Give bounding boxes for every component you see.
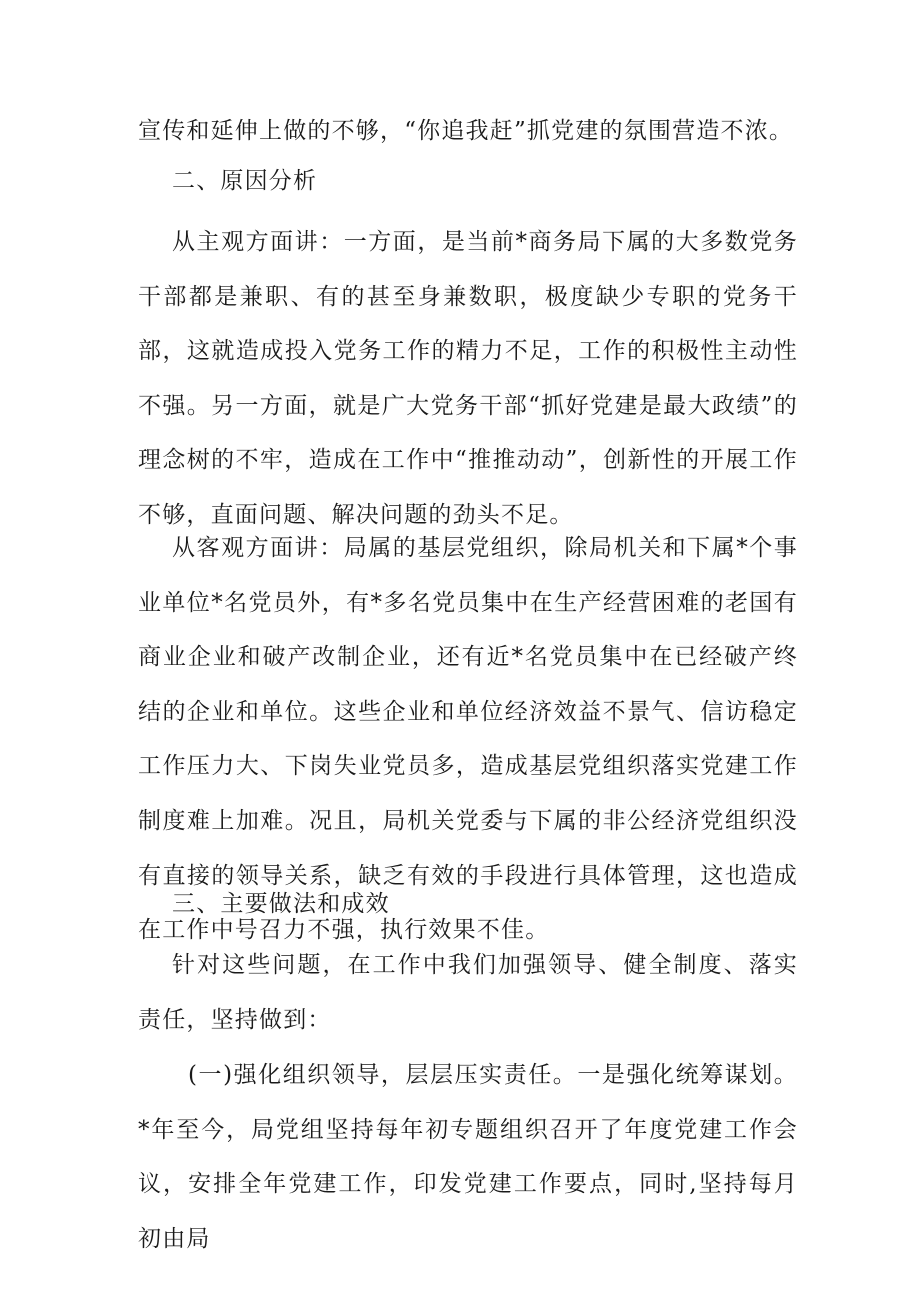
section-heading-cause-analysis: 二、原因分析 — [172, 168, 318, 194]
paragraph-objective: 从客观方面讲：局属的基层党组织，除局机关和下属*个事业单位*名党员外，有*多名党员集中在生产经营困难的老国有商业企业和破产改制企业，还有近*名党员集中在已经破产终结的企业和单位。这些企业和单位经济效益不景气、信访稳定工作压力大、下岗失业党员多，造成基层党组织落实党建工作制度难上加难。况且，局机关党委与下属的非公经济党组织没有直接的领导关系，缺乏有效的手段进行具体管理，这也造成在工作中号召力不强，执行效果不佳。 — [138, 535, 798, 944]
section-heading-measures: 三、主要做法和成效 — [172, 891, 390, 917]
paragraph-subsection-one: (一)强化组织领导，层层压实责任。一是强化统筹谋划。*年至今，局党组坚持每年初专题组织召开了年度党建工作会议，安排全年党建工作，印发党建工作要点，同时,坚持每月初由局 — [138, 1062, 798, 1252]
paragraph-subjective: 从主观方面讲：一方面，是当前*商务局下属的大多数党务干部都是兼职、有的甚至身兼数职，极度缺少专职的党务干部，这就造成投入党务工作的精力不足，工作的积极性主动性不强。另一方面，就是广大党务干部“抓好党建是最大政绩”的理念树的不牢，造成在工作中“推推动动”，创新性的开展工作不够，直面问题、解决问题的劲头不足。 — [138, 229, 798, 528]
paragraph-continuation: 宣传和延伸上做的不够，“你追我赶”抓党建的氛围营造不浓。 — [138, 118, 794, 144]
paragraph-response: 针对这些问题，在工作中我们加强领导、健全制度、落实责任，坚持做到： — [138, 952, 798, 1033]
